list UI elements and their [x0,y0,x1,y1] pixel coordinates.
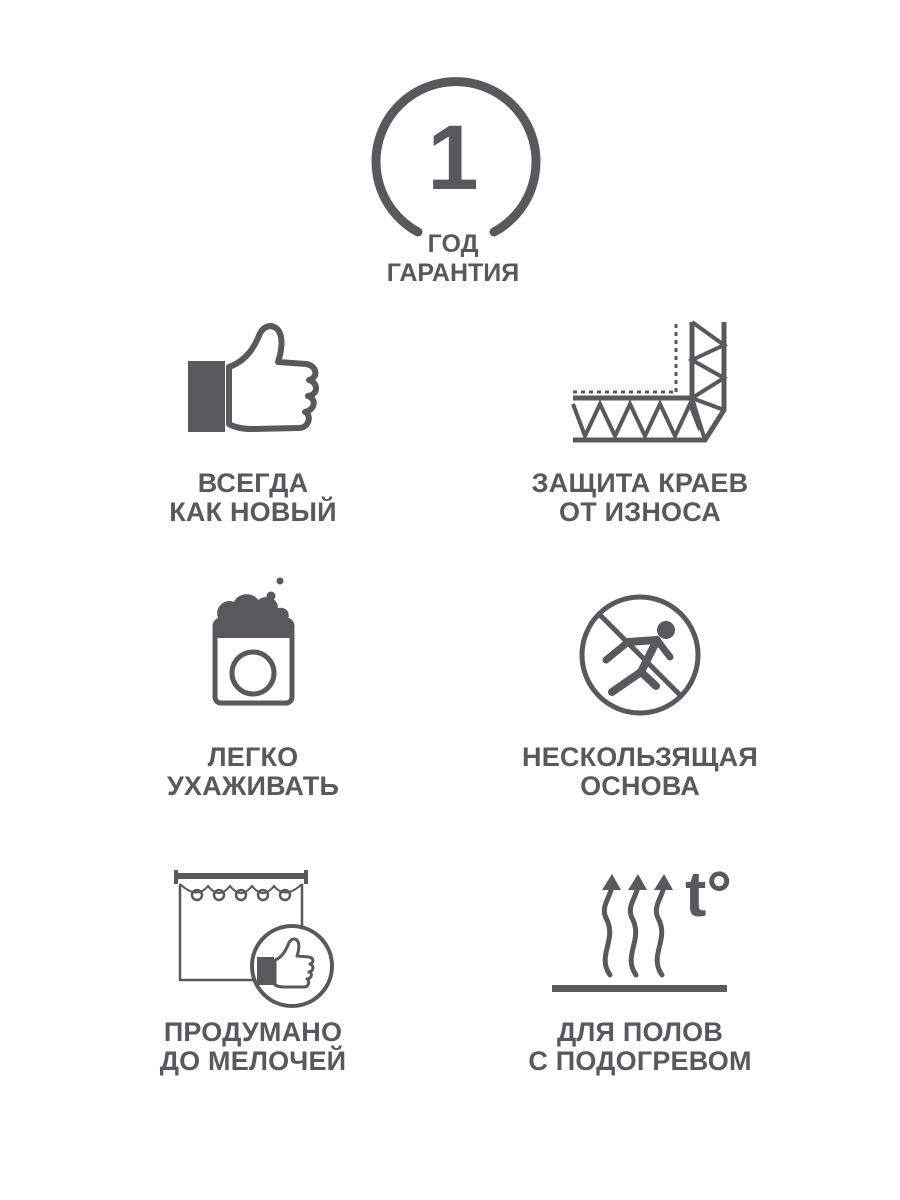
feature-label-edge-protection: ЗАЩИТА КРАЕВ ОТ ИЗНОСА [531,468,749,527]
warranty-number: 1 [427,107,479,209]
temperature-symbol: t° [685,858,732,930]
feature-label-heated-floors: ДЛЯ ПОЛОВ С ПОДОГРЕВОМ [528,1017,752,1076]
warranty-label-line1: ГОД [427,230,479,258]
feature-label-thought-out: ПРОДУМАНО ДО МЕЛОЧЕЙ [159,1017,347,1076]
feature-label-easy-care: ЛЕГКО УХАЖИВАТЬ [166,742,340,801]
feature-label-always-new: ВСЕГДА КАК НОВЫЙ [169,468,337,527]
warranty-label-line2: ГАРАНТИЯ [386,259,520,287]
feature-label-non-slip: НЕСКОЛЬЗЯЩАЯ ОСНОВА [522,742,758,801]
